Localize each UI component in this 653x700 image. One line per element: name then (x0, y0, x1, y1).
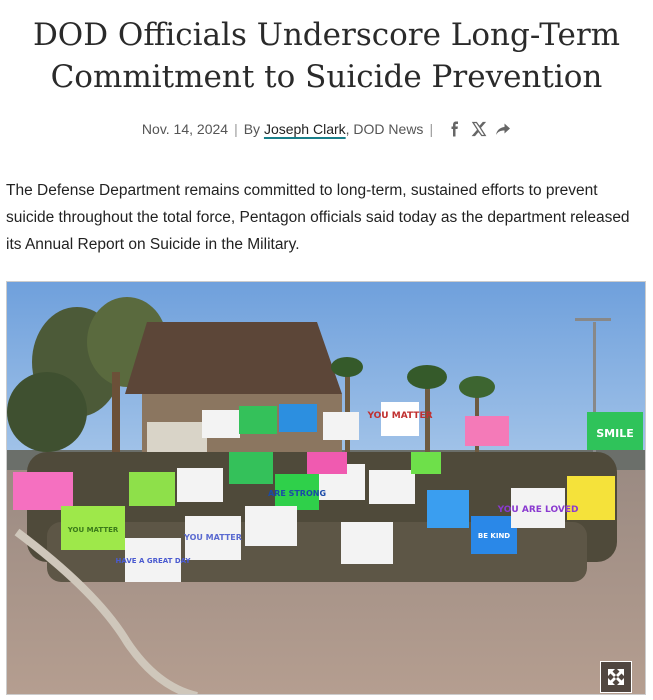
byline (0, 121, 653, 137)
sign-label: YOU MATTER (367, 411, 433, 421)
byline-prefix: By (243, 121, 261, 137)
sign-label: HAVE A GREAT DAY (115, 557, 191, 565)
sign-label: BE KIND (477, 532, 511, 540)
title-line-1: DOD Officials Underscore Long-Term (32, 17, 621, 53)
source-label: , DOD News (345, 121, 424, 137)
article-lede: The Defense Department remains committed to long-term, sustained efforts to prevent suicide throughout the total force, Pentagon officials said today as the department released its Annual Report on Suicide in the Military. (6, 182, 630, 253)
title-line-2: Commitment to Suicide Prevention (50, 59, 603, 95)
article-photo[interactable] (6, 281, 646, 695)
sign-label: YOU MATTER (184, 533, 242, 542)
sign-label: YOU ARE LOVED (497, 505, 579, 515)
author-link[interactable]: Joseph Clark (263, 121, 346, 137)
publish-date: Nov. 14, 2024 (141, 121, 229, 137)
article-title (0, 14, 653, 98)
sign-label: YOU MATTER (67, 526, 119, 534)
expand-icon[interactable] (600, 661, 632, 693)
facebook-icon[interactable] (447, 121, 463, 137)
divider: | (234, 121, 238, 137)
share-icon[interactable] (495, 121, 511, 137)
photo-illustration (7, 282, 646, 695)
x-icon[interactable] (471, 121, 487, 137)
divider: | (429, 121, 434, 137)
sign-label: ARE STRONG (267, 489, 327, 498)
sign-label: SMILE (596, 427, 634, 440)
